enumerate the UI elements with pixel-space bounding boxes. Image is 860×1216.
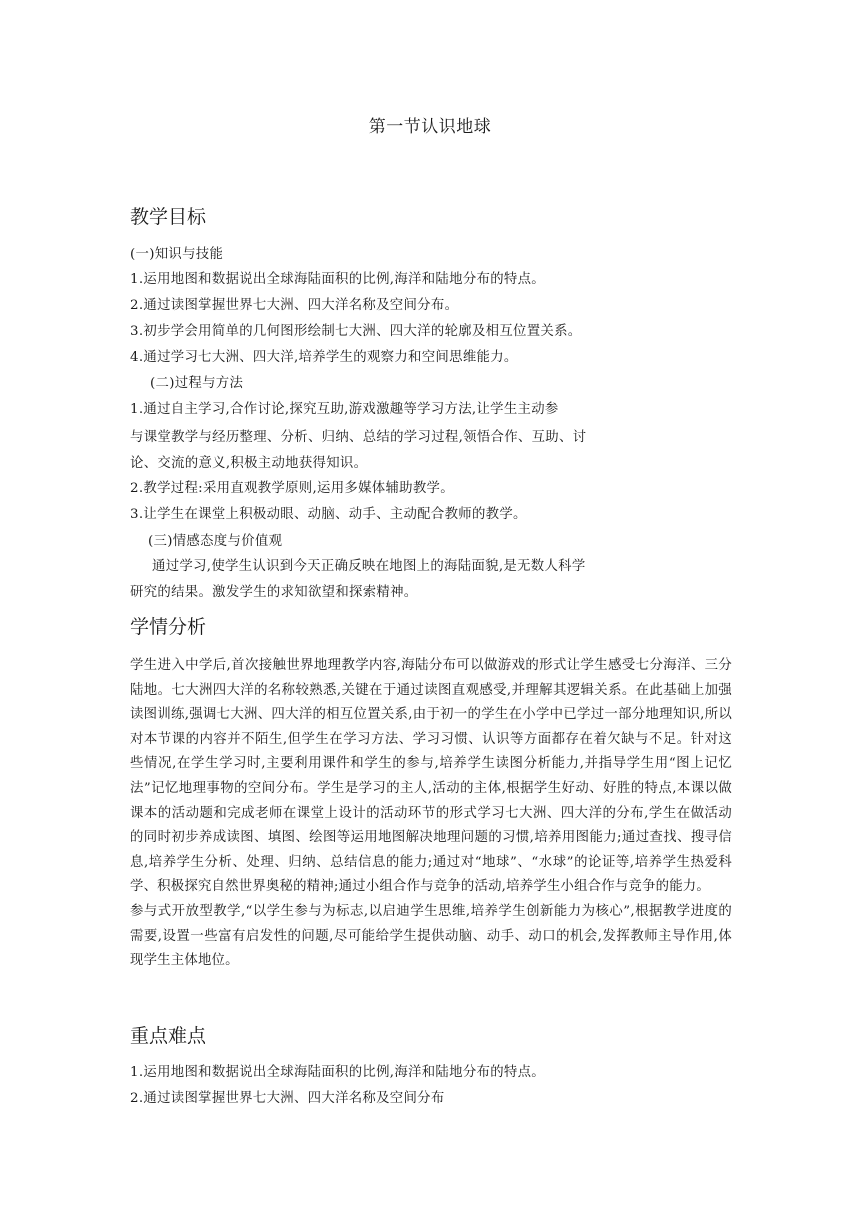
section-heading-analysis: 学情分析 (130, 616, 207, 638)
knowledge-item: 3.初步学会用简单的几何图形绘制七大洲、四大洋的轮廓及相互位置关系。 (130, 324, 582, 339)
knowledge-item: 1.运用地图和数据说出全球海陆面积的比例,海洋和陆地分布的特点。 (130, 272, 545, 287)
emotion-line: 通过学习,使学生认识到今天正确反映在地图上的海陆面貌,是无数人科学 (152, 559, 586, 574)
process-heading: (二)过程与方法 (150, 376, 244, 391)
section-heading-goals: 教学目标 (130, 206, 207, 228)
emotion-line: 研究的结果。激发学生的求知欲望和探索精神。 (130, 585, 418, 600)
process-line: 3.让学生在课堂上积极动眼、动脑、动手、主动配合教师的教学。 (130, 507, 527, 522)
document-title: 第一节认识地球 (368, 117, 492, 137)
key-point-item: 2.通过读图掌握世界七大洲、四大洋名称及空间分布 (130, 1091, 445, 1106)
process-line: 与课堂教学与经历整理、分析、归纳、总结的学习过程,领悟合作、互助、讨 (130, 430, 587, 445)
section-heading-key-points: 重点难点 (130, 1025, 207, 1047)
key-point-item: 1.运用地图和数据说出全球海陆面积的比例,海洋和陆地分布的特点。 (130, 1065, 545, 1080)
process-line: 1.通过自主学习,合作讨论,探究互助,游戏激趣等学习方法,让学生主动参 (130, 402, 559, 417)
analysis-paragraph-2: 参与式开放型教学,“以学生参与为标志,以启迪学生思维,培养学生创新能力为核心”,根据教学进度的需要,设置一些富有启发性的问题,尽可能给学生提供动脑、动手、动口的机会,发挥教师主导作用,体现学生主体地位。 (130, 903, 732, 969)
analysis-paragraph-1: 学生进入中学后,首次接触世界地理教学内容,海陆分布可以做游戏的形式让学生感受七分海洋、三分陆地。七大洲四大洋的名称较熟悉,关键在于通过读图直观感受,并理解其逻辑关系。在此基础上加强读图训练,强调七大洲、四大洋的相互位置关系,由于初一的学生在小学中已学过一部分地理知识,所以对本节课的内容并不陌生,但学生在学习方法、学习习惯、认识等方面都存在着欠缺与不足。针对这些情况,在学生学习时,主要利用课件和学生的参与,培养学生读图分析能力,并指导学生用“图上记忆法”记忆地理事物的空间分布。学生是学习的主人,活动的主体,根据学生好动、好胜的特点,本课以做课本的活动题和完成老师在课堂上设计的活动环节的形式学习七大洲、四大洋的分布,学生在做活动的同时初步养成读图、填图、绘图等运用地图解决地理问题的习惯,培养用图能力;通过查找、搜寻信息,培养学生分析、处理、归纳、总结信息的能力;通过对“地球”、“水球”的论证等,培养学生热爱科学、积极探究自然世界奥秘的精神;通过小组合作与竞争的活动,培养学生小组合作与竞争的能力。 (130, 658, 732, 895)
analysis-paragraph (130, 654, 732, 974)
knowledge-item: 4.通过学习七大洲、四大洋,培养学生的观察力和空间思维能力。 (130, 350, 518, 365)
knowledge-item: 2.通过读图掌握世界七大洲、四大洋名称及空间分布。 (130, 298, 459, 313)
emotion-heading: (三)情感态度与价值观 (148, 534, 283, 549)
process-line: 论、交流的意义,积极主动地获得知识。 (130, 456, 368, 471)
process-line: 2.教学过程:采用直观教学原则,运用多媒体辅助教学。 (130, 481, 454, 496)
knowledge-heading: (一)知识与技能 (130, 247, 224, 262)
